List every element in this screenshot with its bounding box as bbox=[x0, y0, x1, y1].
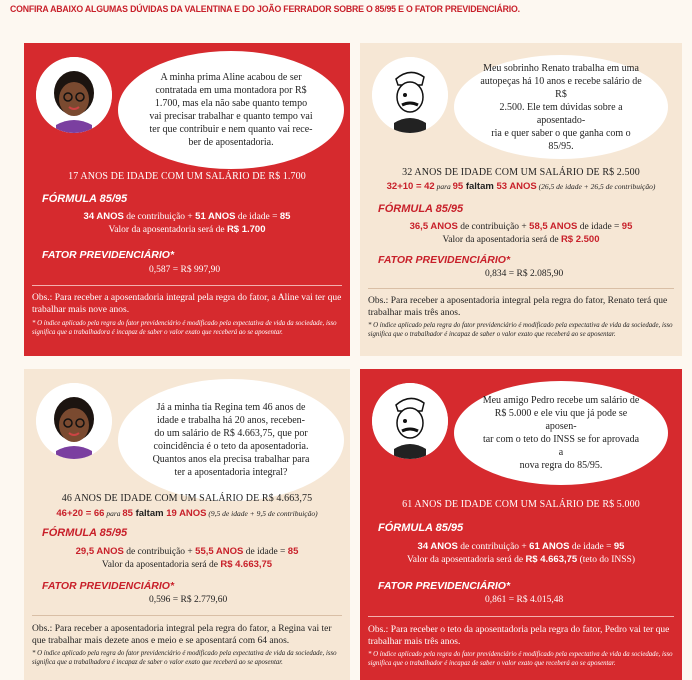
panel-renato bbox=[360, 43, 682, 356]
fator-title: FATOR PREVIDENCIÁRIO* bbox=[42, 249, 175, 261]
formula-title: FÓRMULA 85/95 bbox=[378, 522, 464, 534]
page-header: CONFIRA ABAIXO ALGUMAS DÚVIDAS DA VALENTINA E DO JOÃO FERRADOR SOBRE O 85/95 E O FATOR PREVIDENCIÁRIO. bbox=[10, 4, 520, 15]
fator-value: 0,587 = R$ 997,90 bbox=[149, 265, 221, 275]
divider bbox=[32, 285, 342, 286]
formula-line: 36,5 ANOS de contribuição + 58,5 ANOS de idade = 95 bbox=[409, 221, 633, 232]
obs-text: Obs.: Para receber a aposentadoria integral pela regra do fator, Renato terá que trabalhar mais três anos. bbox=[368, 296, 668, 318]
valentina-avatar-icon bbox=[36, 57, 112, 133]
formula-value-line: Valor da aposentadoria será de R$ 4.663,75 bbox=[101, 559, 273, 570]
fator-title: FATOR PREVIDENCIÁRIO* bbox=[378, 580, 511, 592]
divider bbox=[368, 288, 674, 289]
calculation-line: 32+10 = 42 para 95 faltam 53 ANOS (26,5 de idade + 26,5 de contribuição) bbox=[386, 181, 656, 192]
fator-value: 0,861 = R$ 4.015,48 bbox=[485, 595, 564, 605]
case-title: 17 ANOS DE IDADE COM UM SALÁRIO DE R$ 1.700 bbox=[68, 171, 306, 182]
fator-value: 0,834 = R$ 2.085,90 bbox=[485, 269, 564, 279]
joao-ferrador-icon bbox=[372, 383, 448, 459]
formula-line: 29,5 ANOS de contribuição + 55,5 ANOS de idade = 85 bbox=[75, 546, 299, 557]
formula-line: 34 ANOS de contribuição + 61 ANOS de idade = 95 bbox=[417, 541, 625, 552]
fator-value: 0,596 = R$ 2.779,60 bbox=[149, 595, 228, 605]
formula-value-line: Valor da aposentadoria será de R$ 1.700 bbox=[108, 224, 266, 235]
formula-title: FÓRMULA 85/95 bbox=[42, 193, 128, 205]
panel-regina bbox=[24, 369, 350, 680]
obs-text: Obs.: Para receber o teto da aposentadoria pela regra do fator, Pedro vai ter que trabalhar mais três anos. bbox=[368, 625, 670, 647]
joao-ferrador-icon bbox=[372, 57, 448, 133]
formula-value-line: Valor da aposentadoria será de R$ 2.500 bbox=[442, 234, 600, 245]
case-title: 61 ANOS DE IDADE COM UM SALÁRIO DE R$ 5.000 bbox=[402, 499, 640, 510]
speech-bubble: Meu amigo Pedro recebe um salário de R$ 5.000 e ele viu que já pode se aposen- tar com o teto do INSS se for aprovada a nova regra do 85/95. bbox=[454, 381, 668, 485]
formula-line: 34 ANOS de contribuição + 51 ANOS de idade = 85 bbox=[83, 211, 291, 222]
valentina-avatar-icon bbox=[36, 383, 112, 459]
obs-text: Obs.: Para receber a aposentadoria integral pela regra do fator, a Aline vai ter que trabalhar mais nove anos. bbox=[32, 293, 342, 315]
footnote: * O índice aplicado pela regra do fator previdenciário é modificado pela expectativa de vida da sociedade, isso significa que a trabalhadora é incapaz de saber o valor exato que receberá ao se aposentar. bbox=[32, 320, 337, 337]
panel-pedro bbox=[360, 369, 682, 680]
divider bbox=[32, 615, 342, 616]
panel-aline bbox=[24, 43, 350, 356]
speech-bubble: Já a minha tia Regina tem 46 anos de idade e trabalha há 20 anos, receben- do um salário de R$ 4.663,75, que por coincidência é o teto da aposentadoria. Quantos anos ela precisa trabalhar para ter a aposentadoria integral? bbox=[118, 379, 344, 501]
fator-title: FATOR PREVIDENCIÁRIO* bbox=[378, 254, 511, 266]
divider bbox=[368, 616, 674, 617]
speech-bubble: Meu sobrinho Renato trabalha em uma autopeças há 10 anos e recebe salário de R$ 2.500. Ele tem dúvidas sobre a aposentado- ria e quer saber o que ganha com o 85/95. bbox=[454, 55, 668, 159]
case-title: 46 ANOS DE IDADE COM UM SALÁRIO DE R$ 4.663,75 bbox=[61, 493, 313, 504]
footnote: * O índice aplicado pela regra do fator previdenciário é modificado pela expectativa de vida da sociedade, isso significa que a trabalhadora é incapaz de saber o valor exato que receberá ao se aposentar. bbox=[32, 650, 337, 667]
footnote: * O índice aplicado pela regra do fator previdenciário é modificado pela expectativa de vida da sociedade, isso significa que o trabalhador é incapaz de saber o valor exato que receberá ao se aposentar. bbox=[368, 322, 673, 339]
footnote: * O índice aplicado pela regra do fator previdenciário é modificado pela expectativa de vida da sociedade, isso significa que o trabalhador é incapaz de saber o valor exato que receberá ao se aposentar. bbox=[368, 651, 673, 668]
case-title: 32 ANOS DE IDADE COM UM SALÁRIO DE R$ 2.500 bbox=[402, 167, 640, 178]
formula-title: FÓRMULA 85/95 bbox=[42, 527, 128, 539]
obs-text: Obs.: Para receber a aposentadoria integral pela regra do fator, a Regina vai ter que trabalhar mais dezete anos e meio e se aposentará com 64 anos. bbox=[32, 624, 332, 646]
fator-title: FATOR PREVIDENCIÁRIO* bbox=[42, 580, 175, 592]
formula-title: FÓRMULA 85/95 bbox=[378, 203, 464, 215]
speech-bubble: A minha prima Aline acabou de ser contratada em uma montadora por R$ 1.700, mas ela não sabe quanto tempo vai precisar trabalhar e quanto tempo vai ter que contribuir e nem quanto vai rece- ber de aposentadoria. bbox=[118, 51, 344, 169]
formula-value-line: Valor da aposentadoria será de R$ 4.663,75 (teto do INSS) bbox=[407, 554, 635, 565]
calculation-line: 46+20 = 66 para 85 faltam 19 ANOS (9,5 de idade + 9,5 de contribuição) bbox=[56, 508, 318, 519]
